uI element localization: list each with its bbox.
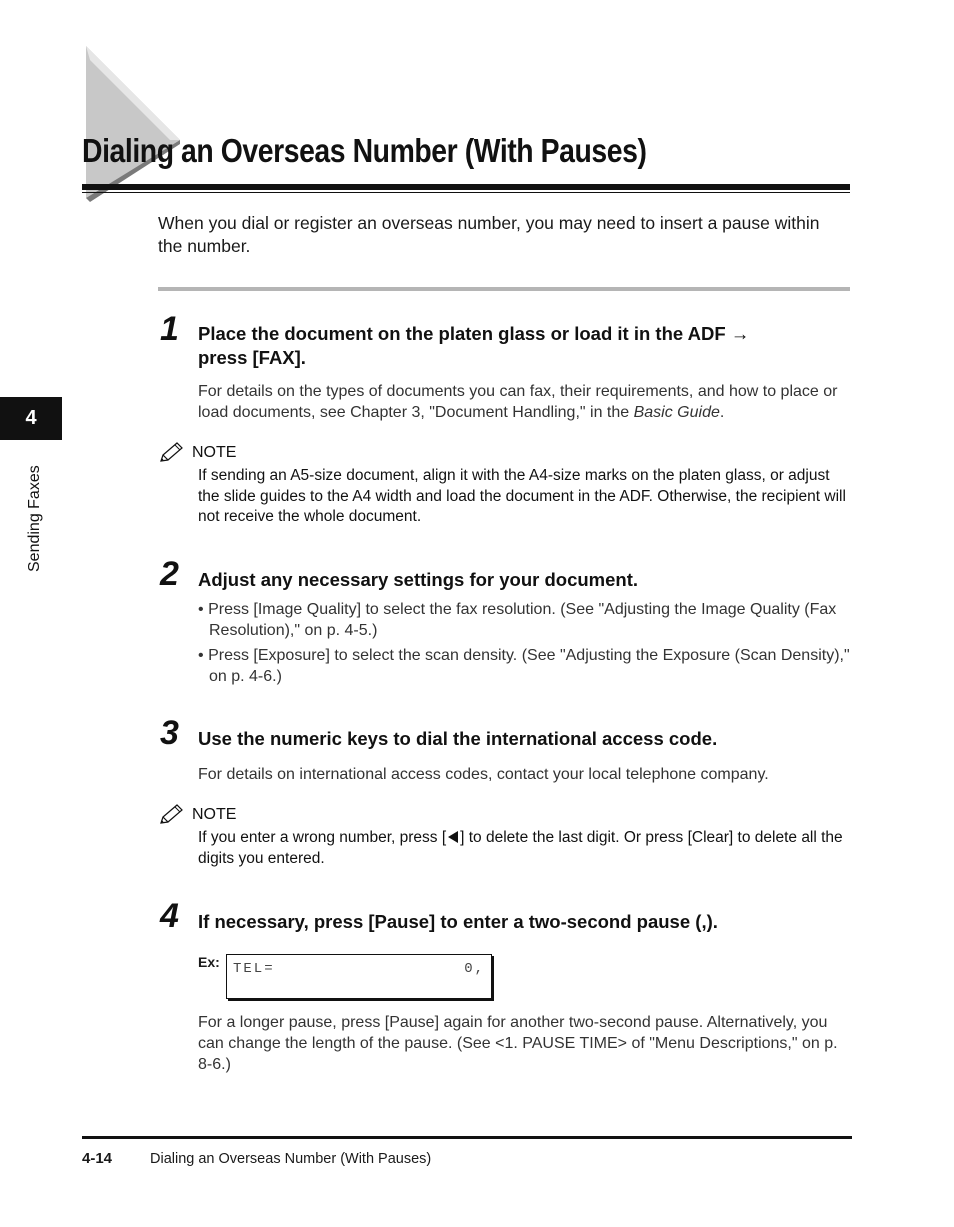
intro-text: When you dial or register an overseas number, you may need to insert a pause within the number.: [158, 213, 820, 256]
step-number-1: 1: [160, 310, 179, 348]
step-body-1: [198, 381, 848, 423]
arrow-right-icon: →: [730, 323, 750, 344]
step-body-1-italic: Basic Guide: [633, 404, 720, 421]
bullet-dot: •: [198, 601, 204, 618]
title-rule-thin: [82, 192, 850, 193]
note-text-2-part1: If you enter a wrong number, press [: [198, 829, 447, 846]
note-text-2: [198, 828, 853, 869]
footer-rule: [82, 1136, 852, 1139]
note-pencil-icon: [159, 803, 185, 825]
list-item: [198, 645, 859, 687]
note-text-1: If sending an A5-size document, align it with the A4-size marks on the platen glass, or adjust the slide guides to the A4 width and load the document in the ADF. Otherwise, the recipient will not receive the whole document.: [198, 467, 846, 525]
lcd-display-example: [226, 954, 492, 999]
left-triangle-icon: [446, 830, 460, 844]
step-title-1: [198, 322, 838, 370]
page-title: Dialing an Overseas Number (With Pauses): [82, 132, 647, 169]
step-number-3: 3: [160, 714, 179, 752]
note-text-2-part2: ] to delete the last digit. Or press [Clear] to delete all the digits you entered.: [198, 829, 843, 867]
example-label: Ex:: [198, 954, 220, 970]
note-pencil-icon: [159, 441, 185, 463]
bullet-dot: •: [198, 647, 204, 664]
bullet-text: Press [Exposure] to select the scan density. (See "Adjusting the Exposure (Scan Density)," on p. 4-6.): [208, 647, 850, 685]
step-number-2: 2: [160, 555, 179, 593]
header-triangle-graphic: [80, 40, 190, 205]
step-title-2: Adjust any necessary settings for your document.: [198, 569, 638, 590]
footer-title: Dialing an Overseas Number (With Pauses): [150, 1151, 432, 1167]
step-title-1-part1: Place the document on the platen glass or load it in the ADF: [198, 323, 731, 344]
lcd-left-text: TEL=: [233, 961, 275, 977]
step-body-3: For details on international access codes, contact your local telephone company.: [198, 766, 769, 783]
step-body-1-end: .: [719, 404, 725, 421]
step-number-4: 4: [160, 897, 179, 935]
chapter-tab: 4: [0, 397, 62, 440]
note-heading-2: NOTE: [192, 806, 237, 823]
chapter-side-label: Sending Faxes: [26, 465, 43, 572]
bullet-text: Press [Image Quality] to select the fax resolution. (See "Adjusting the Image Quality (Fax Resolution)," on p. 4-5.): [208, 601, 837, 639]
page-number: 4-14: [82, 1150, 113, 1167]
step-title-3: Use the numeric keys to dial the international access code.: [198, 728, 718, 749]
step-title-1-part2: press [FAX].: [198, 347, 306, 368]
title-rule: [82, 184, 850, 190]
section-divider: [158, 287, 850, 291]
note-heading-1: NOTE: [192, 444, 237, 461]
step-title-4: If necessary, press [Pause] to enter a two-second pause (,).: [198, 911, 718, 932]
lcd-right-text: 0,: [464, 961, 485, 977]
list-item: [198, 599, 859, 641]
step-body-1-text: For details on the types of documents you can fax, their requirements, and how to place or load documents, see Chapter 3, "Document Handling," in the: [198, 383, 838, 421]
step-body-4: For a longer pause, press [Pause] again for another two-second pause. Alternatively, you can change the length of the pause. (See <1. PAUSE TIME> of "Menu Descriptions," on p. 8-6.): [198, 1014, 838, 1073]
